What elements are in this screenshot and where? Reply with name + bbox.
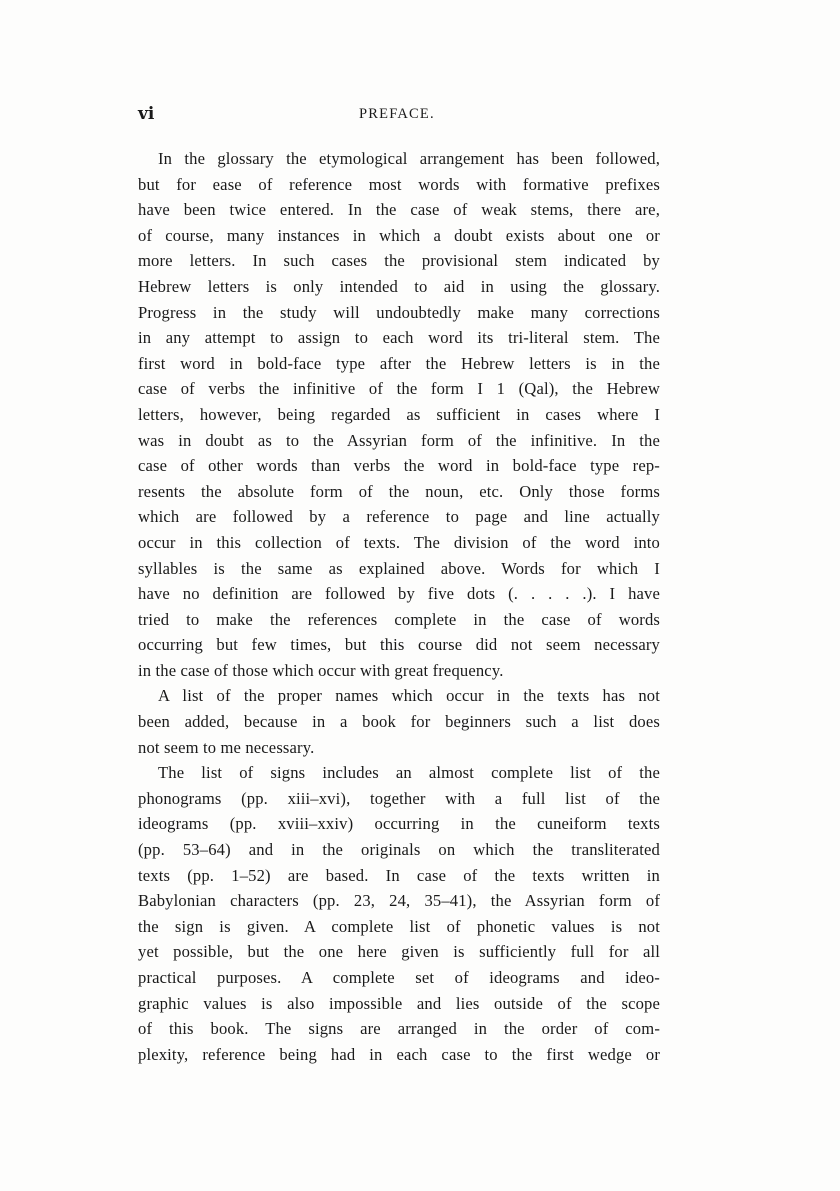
text-line: but for ease of reference most words with formative prefixes: [138, 174, 660, 194]
text-line: Babylonian characters (pp. 23, 24, 35–41), the Assyrian form of: [138, 891, 660, 911]
body-text: [138, 146, 660, 1067]
paragraph: [138, 683, 660, 760]
text-line: of this book. The signs are arranged in the order of com-: [138, 1019, 660, 1039]
text-line: in any attempt to assign to each word its tri-literal stem. The: [138, 328, 660, 348]
text-line: phonograms (pp. xiii–xvi), together with a full list of the: [138, 788, 660, 808]
text-line: In the glossary the etymological arrangement has been followed,: [158, 149, 660, 168]
text-line: tried to make the references complete in the case of words: [138, 609, 660, 629]
text-line: more letters. In such cases the provisional stem indicated by: [138, 251, 660, 271]
text-line: letters, however, being regarded as sufficient in cases where I: [138, 404, 660, 424]
text-line: which are followed by a reference to page and line actually: [138, 507, 660, 527]
text-line: texts (pp. 1–52) are based. In case of the texts written in: [138, 865, 660, 885]
text-line: have been twice entered. In the case of weak stems, there are,: [138, 200, 660, 220]
text-line: (pp. 53–64) and in the originals on which the transliterated: [138, 840, 660, 860]
page-number: vi: [138, 104, 155, 124]
text-line: syllables is the same as explained above. Words for which I: [138, 558, 660, 578]
text-line: resents the absolute form of the noun, etc. Only those forms: [138, 481, 660, 501]
text-line: yet possible, but the one here given is sufficiently full for all: [138, 942, 660, 962]
text-line: not seem to me necessary.: [138, 737, 315, 757]
running-head: PREFACE.: [359, 106, 435, 122]
text-line: the sign is given. A complete list of phonetic values is not: [138, 916, 660, 936]
text-line: Hebrew letters is only intended to aid in using the glossary.: [138, 276, 660, 296]
text-line: occurring but few times, but this course did not seem necessary: [138, 635, 660, 655]
text-line: practical purposes. A complete set of ideograms and ideo-: [138, 968, 660, 987]
paragraph: [138, 146, 660, 683]
text-line: of course, many instances in which a doubt exists about one or: [138, 225, 660, 245]
text-line: graphic values is also impossible and lies outside of the scope: [138, 993, 660, 1013]
text-line: in the case of those which occur with great frequency.: [138, 660, 504, 680]
text-line: Progress in the study will undoubtedly make many corrections: [138, 302, 660, 322]
text-line: case of verbs the infinitive of the form I 1 (Qal), the Hebrew: [138, 379, 660, 399]
text-line: ideograms (pp. xviii–xxiv) occurring in the cuneiform texts: [138, 814, 660, 834]
text-line: been added, because in a book for beginners such a list does: [138, 712, 660, 732]
text-line: case of other words than verbs the word in bold-face type rep-: [138, 456, 660, 476]
text-line: The list of signs includes an almost complete list of the: [158, 763, 660, 783]
paragraph: [138, 760, 660, 1067]
page-header: [138, 104, 660, 128]
text-line: first word in bold-face type after the Hebrew letters is in the: [138, 353, 660, 373]
text-line: was in doubt as to the Assyrian form of the infinitive. In the: [138, 430, 660, 450]
text-line: occur in this collection of texts. The division of the word into: [138, 532, 660, 552]
text-line: A list of the proper names which occur in the texts has not: [158, 686, 660, 706]
text-line: have no definition are followed by five dots (. . . . .). I have: [138, 584, 660, 604]
text-line: plexity, reference being had in each case to the first wedge or: [138, 1044, 660, 1064]
